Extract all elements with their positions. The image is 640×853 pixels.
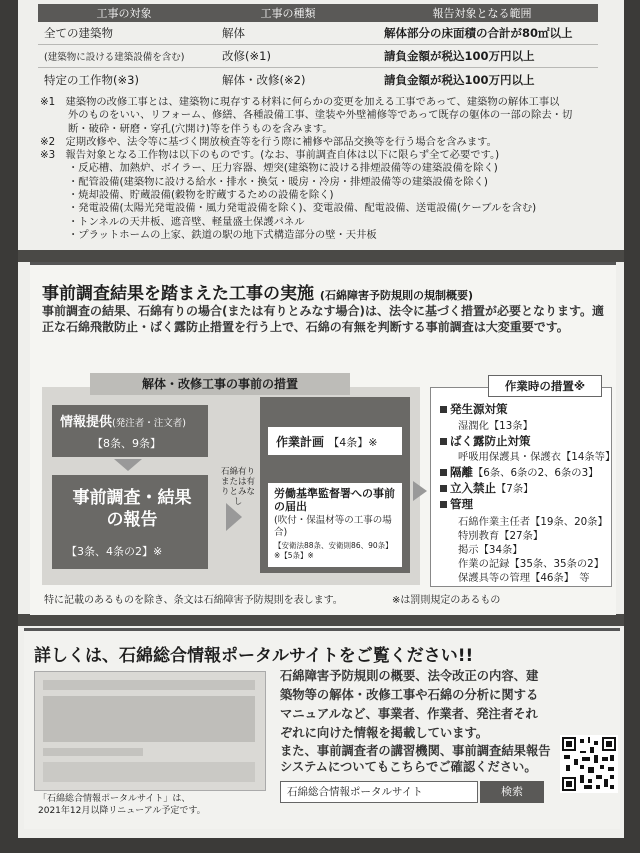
portal-description: 石綿障害予防規則の概要、法令改正の内容、建築物等の解体・改修工事や石綿の分析に関するマニュアルなど、事業者、作業者、発注者それぞれに向けた情報を掲載しています。 [280, 669, 539, 740]
divider-band [18, 614, 624, 626]
pre-survey-box: 事前調査・結果の報告 【3条、4条の2】※ [52, 475, 208, 569]
bullet-icon [440, 469, 447, 476]
measure-item: ばく露防止対策 [440, 433, 531, 449]
report-scope-table [38, 4, 598, 92]
arrow-right-icon [226, 503, 242, 531]
table-row: (建築物に設ける建築設備を含む) 改修(※1) 請負金額が税込100万円以上 [38, 45, 598, 68]
portal-title: 詳しくは、石綿総合情報ポータルサイトをご覧ください!! [34, 646, 474, 666]
measure-item: 管理 [440, 496, 473, 512]
measure-item: 隔離【6条、6条の2、6条の3】 [440, 464, 598, 480]
search-input[interactable]: 石綿総合情報ポータルサイト [280, 781, 478, 803]
info-provision-box: 情報提供(発注者・注文者) 【8条、9条】 [52, 405, 208, 457]
footnotes: ※1 建築物の改修工事とは、建築物に現存する材料に何らかの変更を加える工事であって、建築物の解体工事以 外のものをいい、リフォーム、修繕、各種設備工事、塗装や外壁補修等であって既存の躯体の一部の除去・切 断・破砕・研磨・穿孔(穴開け)等を伴うものを含みます。 ※2 定期改修や、法令等に基づく開放検査等を行う際に補修や部品交換等を行う場合を含みます。 ※3 報告対象となる工作物は以下のものです。(なお、事前調査自体は以下に限らず全て必要です。) ・反応槽、加熱炉、ボイラー、圧力容器、煙突(建築物に設ける排煙設備等の建築設備を除く) ・配管設備(建築物に設ける給水・排水・換気・暖房・冷房・排煙設備等の建築設備を除く) ・焼却設備、貯蔵設備(穀物を貯蔵するための設備を除く) ・発電設備(太陽光発電設備・風力発電設備を除く)、変電設備、配電設備、送電設備(ケーブルを含む) ・トンネルの天井板、遮音壁、軽量盛土保護パネル ・プラットホームの上家、鉄道の駅の地下式構造部分の壁・天井板 [40, 96, 573, 241]
arrow-down-icon [114, 459, 142, 471]
portal-description-2: また、事前調査者の講習機関、事前調査結果報告システムについてもこちらでご確認ください。 [280, 744, 551, 774]
work-measures-header: 作業時の措置※ [488, 375, 602, 397]
regulation-section: 事前調査結果を踏まえた工事の実施 (石綿障害予防規則の規制概要) 事前調査の結果、石綿有りの場合(または有りとみなす場合)は、法令に基づく措置が必要となります。適正な石綿飛散防止・ばく露防止措置を行う上で、石綿の有無を判断する事前調査は大変重要です。 解体・改修工事の事前の措置 情報提供(発注者・注文者) 【8条、9条】 事前調査・結果の報告 【3条、4条の2】※ 石綿有りまたは有りとみなし 作業計画 【4条】※ 労働基準監督署への事前の届出 (吹付・保温材等の工事の場合) 【安衛法88条、安衛則86、90条】※【5条】※ 作業時の措置※ 発生源対策 湿潤化【13条】 ばく露防止対策 呼吸用保護具・保護衣【14条等】 隔離【6条、6条の2、6条の3】 立入禁止【7条】 管理 石綿作業主任者【19条、20条】 特別教育【27条】 掲示【34条】 作業の記録【35条、35条の2】 保護具等の管理【46条】 等 特に記載のあるものを除き、条文は石綿障害予防規則を表します。 ※は罰則規定のあるもの [30, 262, 616, 615]
table-row: 特定の工作物(※3) 解体・改修(※2) 請負金額が税込100万円以上 [44, 73, 535, 87]
pre-work-header: 解体・改修工事の事前の措置 [90, 373, 350, 395]
divider-band [18, 250, 624, 262]
search-button[interactable]: 検索 [480, 781, 544, 803]
bullet-icon [440, 485, 447, 492]
portal-screenshot-thumbnail [34, 671, 266, 791]
bullet-icon [440, 406, 447, 413]
portal-section: 詳しくは、石綿総合情報ポータルサイトをご覧ください!! 「石綿総合情報ポータルサイト」は、 2021年12月以降リニューアル予定です。 石綿障害予防規則の概要、法令改正の内容、建築物等の解体・改修工事や石綿の分析に関するマニュアルなど、事業者、作業者、発注者それぞれに向けた情報を掲載しています。 また、事前調査者の講習機関、事前調査結果報告システムについてもこちらでご確認ください。 石綿総合情報ポータルサイト 検索 [24, 628, 620, 829]
prior-notification-box: 労働基準監督署への事前の届出 (吹付・保温材等の工事の場合) 【安衛法88条、安衛則86、90条】※【5条】※ [268, 483, 402, 567]
table-row: 全ての建築物 解体 解体部分の床面積の合計が80㎡以上 [38, 22, 598, 45]
measure-item: 立入禁止【7条】 [440, 480, 533, 496]
bullet-icon [440, 501, 447, 508]
table-header: 工事の対象 工事の種類 報告対象となる範囲 [38, 4, 598, 22]
work-plan-box: 作業計画 【4条】※ [268, 427, 402, 455]
section-title: 事前調査結果を踏まえた工事の実施 (石綿障害予防規則の規制概要) [42, 284, 473, 304]
section-paragraph: 事前調査の結果、石綿有りの場合(または有りとみなす場合)は、法令に基づく措置が必要となります。適正な石綿飛散防止・ばく露防止措置を行う上で、石綿の有無を判断する事前調査は大変重要です。 [42, 304, 605, 334]
arrow-right-icon [413, 481, 427, 501]
bullet-icon [440, 438, 447, 445]
qr-code-icon[interactable] [560, 735, 618, 793]
measure-item: 発生源対策 [440, 401, 508, 417]
